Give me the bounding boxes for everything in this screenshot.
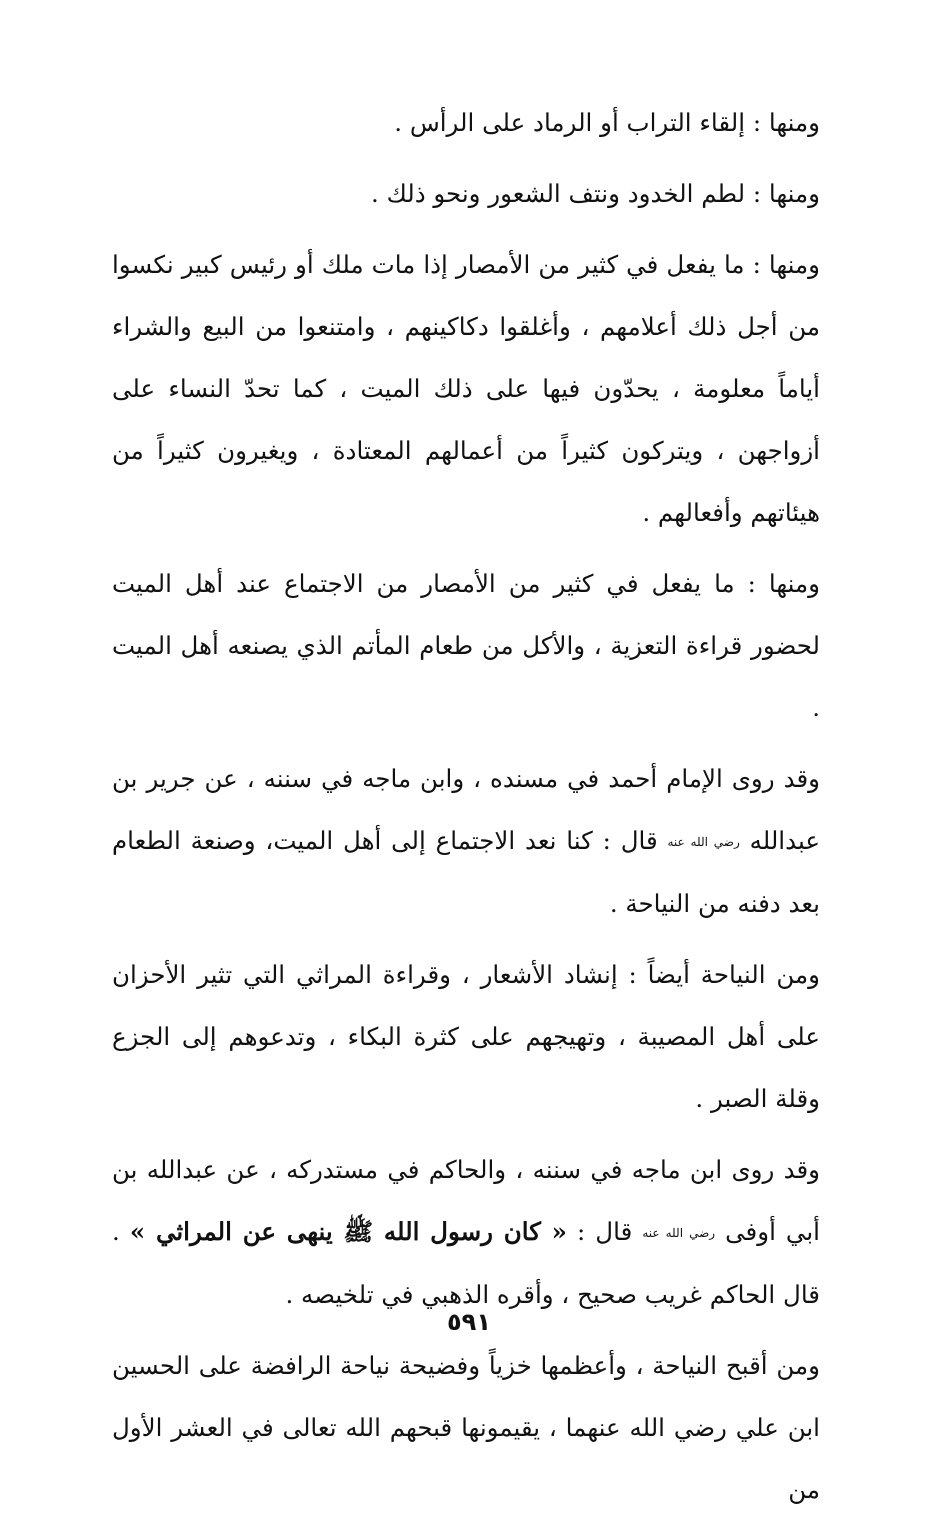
honorific-mark: رضي الله عنه	[667, 835, 740, 849]
page-number: ٥٩١	[447, 1308, 491, 1336]
paragraph-text: ومن النياحة أيضاً : إنشاد الأشعار ، وقراءة المراثي التي تثير الأحزان على أهل المصيبة ، وتهيجهم على كثرة البكاء ، وتدعوهم إلى الجزع وقلة الصبر .	[112, 960, 820, 1113]
paragraph-4	[112, 553, 820, 739]
paragraph-5	[112, 748, 820, 935]
paragraph-text: وقد روى ابن ماجه في سننه ، والحاكم في مستدركه ، عن عبدالله بن أبي أوفى	[112, 1155, 820, 1246]
paragraph-6	[112, 944, 820, 1130]
paragraph-text: ومنها : لطم الخدود ونتف الشعور ونحو ذلك .	[371, 179, 820, 208]
honorific-mark: رضي الله عنه	[642, 1226, 716, 1240]
paragraph-text: ومنها : ما يفعل في كثير من الأمصار من الاجتماع عند أهل الميت لحضور قراءة التعزية ، والأكل من طعام المأتم الذي يصنعه أهل الميت .	[112, 569, 820, 722]
paragraph-7	[112, 1139, 820, 1326]
paragraph-1	[112, 92, 820, 154]
paragraph-8	[112, 1335, 820, 1521]
paragraph-text: ومن أقبح النياحة ، وأعظمها خزياً وفضيحة نياحة الرافضة على الحسين ابن علي رضي الله عنهما ، يقيمونها قبحهم الله تعالى في العشر الأول من	[112, 1351, 820, 1504]
paragraph-text: . قال الحاكم غريب صحيح ، وأقره الذهبي في تلخيصه .	[112, 1217, 820, 1309]
hadith-quote: « كان رسول الله ﷺ ينهى عن المراثي »	[129, 1217, 567, 1246]
paragraph-text: قال : كنا نعد الاجتماع إلى أهل الميت، وصنعة الطعام بعد دفنه من النياحة .	[112, 826, 820, 918]
paragraph-text: قال :	[577, 1217, 633, 1246]
paragraph-text: ومنها : إلقاء التراب أو الرماد على الرأس .	[394, 108, 820, 137]
paragraph-2	[112, 163, 820, 225]
paragraph-text: وقد روى الإمام أحمد في مسنده ، وابن ماجه في سننه ، عن جرير بن عبدالله	[112, 764, 820, 855]
paragraph-3	[112, 234, 820, 544]
paragraph-text: ومنها : ما يفعل في كثير من الأمصار إذا مات ملك أو رئيس كبير نكسوا من أجل ذلك أعلامهم ، وأغلقوا دكاكينهم ، وامتنعوا من البيع والشراء أياماً معلومة ، يحدّون فيها على ذلك الميت ، كما تحدّ النساء على أزواجهن ، ويتركون كثيراً من أعمالهم المعتادة ، ويغيرون كثيراً من هيئاتهم وأفعالهم .	[112, 250, 820, 527]
